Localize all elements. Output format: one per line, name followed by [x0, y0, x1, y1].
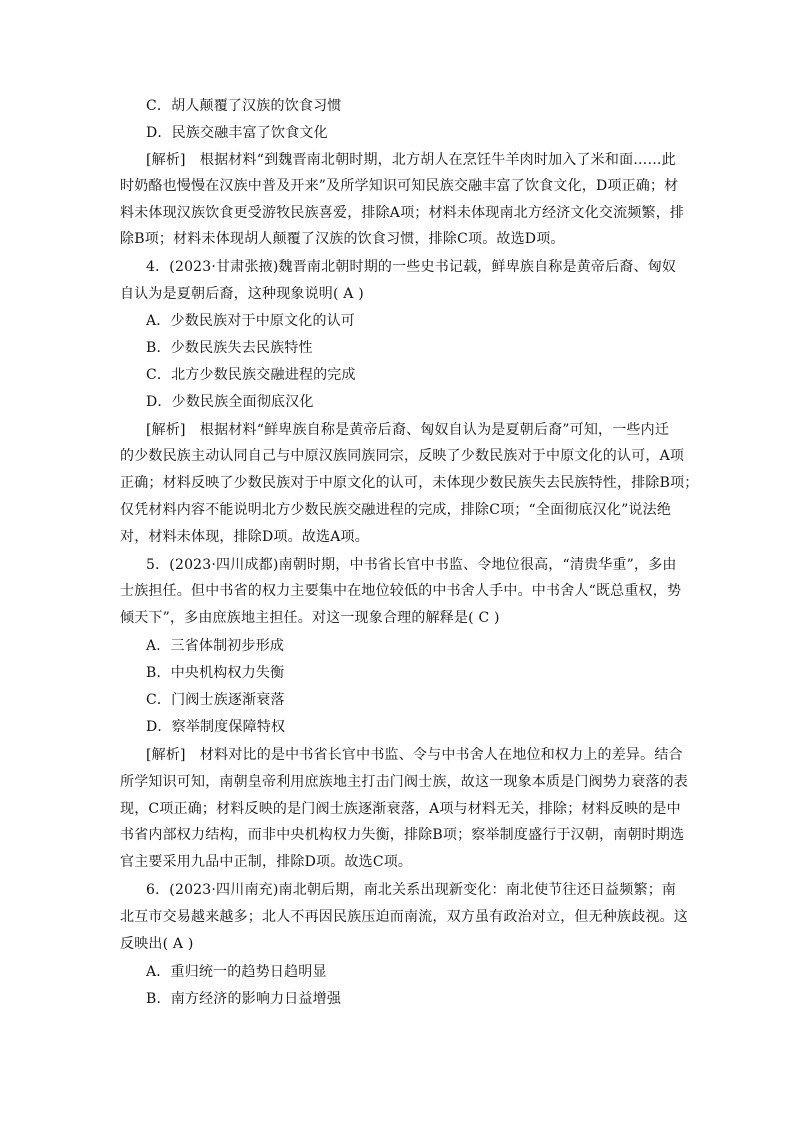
analysis-q3-line-1: [解析] 根据材料“到魏晋南北朝时期，北方胡人在烹饪牛羊肉时加入了米和面……此: [146, 152, 676, 168]
analysis-q3-line-3: 料未体现汉族饮食更受游牧民族喜爱，排除A项；材料未体现南北方经济文化交流频繁，排: [120, 205, 685, 221]
option-b-q5: B．中央机构权力失衡: [146, 665, 285, 681]
analysis-q3-line-2: 时奶酪也慢慢在汉族中普及开来”及所学知识可知民族交融丰富了饮食文化，D项正确；材: [120, 178, 679, 194]
analysis-q4-line-5: 对，材料未体现，排除D项。故选A项。: [120, 529, 369, 545]
option-b-q4: B．少数民族失去民族特性: [146, 340, 313, 356]
question-6-line-2: 北互市交易越来越多；北人不再因民族压迫而南流，双方虽有政治对立，但无种族歧视。这: [120, 909, 688, 925]
option-c-q5: C．门阀士族逐渐衰落: [146, 692, 285, 708]
analysis-q4-line-1: [解析] 根据材料“鲜卑族自称是黄帝后裔、匈奴自认为是夏朝后裔”可知，一些内迁: [146, 422, 670, 438]
question-4-line-1: 4．(2023·甘肃张掖)魏晋南北朝时期的一些史书记载，鲜卑族自称是黄帝后裔、匈奴: [146, 259, 677, 275]
question-6-line-3: 反映出( A ): [120, 936, 194, 952]
question-6-line-1: 6．(2023·四川南充)南北朝后期，南北关系出现新变化：南北使节往还日益频繁；南: [146, 882, 677, 898]
analysis-q5-line-3: 现，C项正确；材料反映的是门阀士族逐渐衰落，A项与材料无关，排除；材料反映的是中: [120, 801, 681, 817]
analysis-q5-line-1: [解析] 材料对比的是中书省长官中书监、令与中书舍人在地位和权力上的差异。结合: [146, 747, 683, 763]
analysis-q5-line-5: 官主要采用九品中正制，排除D项。故选C项。: [120, 854, 413, 870]
analysis-q4-line-4: 仅凭材料内容不能说明北方少数民族交融进程的完成，排除C项；“全面彻底汉化”说法绝: [120, 502, 672, 518]
option-d-q4: D．少数民族全面彻底汉化: [146, 394, 314, 410]
option-d-q3: D．民族交融丰富了饮食文化: [146, 125, 328, 141]
option-b-q6: B．南方经济的影响力日益增强: [146, 991, 342, 1007]
option-c-q3: C．胡人颠覆了汉族的饮食习惯: [146, 98, 342, 114]
analysis-q4-line-2: 的少数民族主动认同自己与中原汉族同族同宗，反映了少数民族对于中原文化的认可，A项: [120, 448, 685, 464]
analysis-q5-line-4: 书省内部权力结构，而非中央机构权力失衡，排除B项；察举制度盛行于汉朝，南朝时期选: [120, 827, 685, 843]
question-5-line-2: 士族担任。但中书省的权力主要集中在地位较低的中书舍人手中。中书舍人“既总重权，势: [120, 583, 682, 599]
question-4-line-2: 自认为是夏朝后裔，这种现象说明( A ): [120, 286, 364, 302]
option-a-q5: A．三省体制初步形成: [146, 638, 285, 654]
option-a-q6: A．重归统一的趋势日趋明显: [146, 964, 327, 980]
analysis-q3-line-4: 除B项；材料未体现胡人颠覆了汉族的饮食习惯，排除C项。故选D项。: [120, 231, 565, 247]
option-d-q5: D．察举制度保障特权: [146, 719, 286, 735]
option-a-q4: A．少数民族对于中原文化的认可: [146, 313, 356, 329]
analysis-q5-line-2: 所学知识可知，南朝皇帝利用庶族地主打击门阀士族，故这一现象本质是门阀势力衰落的表: [120, 774, 688, 790]
question-5-line-3: 倾天下”，多由庶族地主担任。对这一现象合理的解释是( C ): [120, 610, 500, 626]
option-c-q4: C．北方少数民族交融进程的完成: [146, 367, 356, 383]
analysis-q4-line-3: 正确；材料反映了少数民族对于中原文化的认可，未体现少数民族失去民族特性，排除B项；: [120, 475, 699, 491]
question-5-line-1: 5．(2023·四川成都)南朝时期，中书省长官中书监、令地位很高，“清贵华重”，多由: [146, 557, 677, 573]
